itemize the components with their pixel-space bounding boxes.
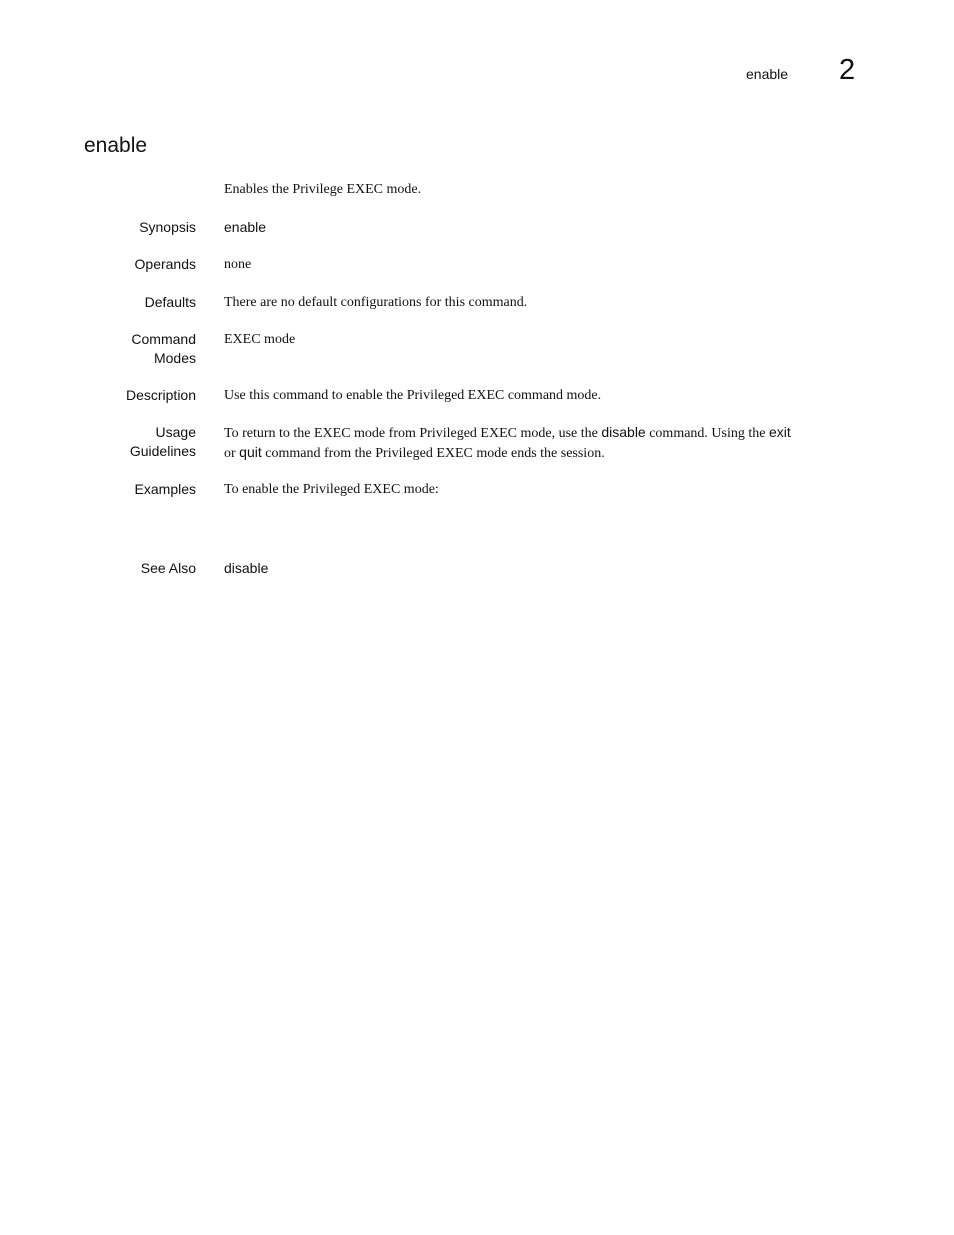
synopsis-label: Synopsis xyxy=(139,219,196,235)
description-value: Use this command to enable the Privileged EXEC command mode. xyxy=(224,388,602,403)
usage-guidelines-text xyxy=(224,423,864,463)
defaults-value: There are no default configurations for this command. xyxy=(224,295,528,310)
usage-text-2: command. Using the xyxy=(645,426,769,441)
see-also-link[interactable]: disable xyxy=(224,560,269,576)
usage-guidelines-label xyxy=(76,423,196,461)
usage-text-1: To return to the EXEC mode from Privileged EXEC mode, use the xyxy=(224,426,602,441)
operands-value: none xyxy=(224,257,252,272)
intro-text: Enables the Privilege EXEC mode. xyxy=(224,182,422,197)
chapter-number: 2 xyxy=(839,54,856,86)
usage-text-4: command from the Privileged EXEC mode ends the session. xyxy=(261,446,605,461)
usage-keyword-disable: disable xyxy=(601,424,646,440)
operands-label: Operands xyxy=(134,256,196,272)
page-title: enable xyxy=(84,134,148,157)
usage-keyword-exit: exit xyxy=(768,424,791,440)
command-modes-label-line1: Command xyxy=(131,331,196,347)
see-also-label: See Also xyxy=(140,560,196,576)
command-modes-label-line2: Modes xyxy=(153,350,196,366)
synopsis-value: enable xyxy=(224,219,267,235)
description-label: Description xyxy=(125,387,196,403)
usage-guidelines-label-line1: Usage xyxy=(155,424,196,440)
command-modes-value: EXEC mode xyxy=(224,332,296,347)
defaults-label: Defaults xyxy=(144,294,196,310)
examples-label: Examples xyxy=(134,481,196,497)
usage-guidelines-label-line2: Guidelines xyxy=(129,443,196,459)
usage-keyword-quit: quit xyxy=(239,444,262,460)
command-modes-label xyxy=(76,330,196,368)
usage-text-3: or xyxy=(224,446,240,461)
examples-value: To enable the Privileged EXEC mode: xyxy=(224,482,439,497)
running-head: enable xyxy=(746,66,789,82)
